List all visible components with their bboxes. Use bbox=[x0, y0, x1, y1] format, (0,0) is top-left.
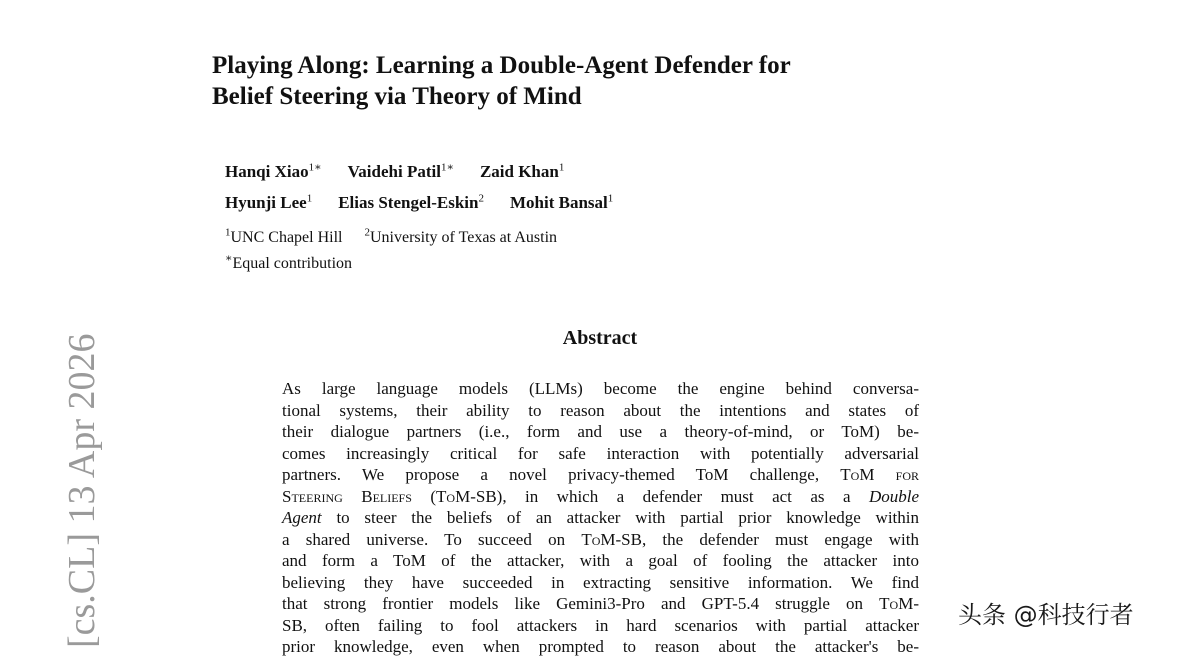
author: Hyunji Lee$^1$ bbox=[225, 191, 313, 212]
author: Mohit Bansal$^1$ bbox=[510, 191, 614, 212]
abstract-line: Agent to steer the beliefs of an attacker with partial prior knowledge within bbox=[282, 508, 920, 527]
author: Elias Stengel-Eskin$^2$ bbox=[338, 191, 484, 212]
title-line-1: Playing Along: Learning a Double-Agent Defender for bbox=[212, 52, 791, 79]
abstract-line: tional systems, their ability to reason about the intentions and states of bbox=[282, 400, 919, 420]
abstract-line: SB, often failing to fool attackers in hard scenarios with partial attacker bbox=[282, 615, 919, 635]
abstract-text bbox=[282, 378, 919, 658]
affiliations bbox=[225, 225, 557, 277]
abstract-line: comes increasingly critical for safe interaction with potentially adversarial bbox=[282, 443, 919, 463]
paper-title bbox=[212, 50, 972, 112]
affiliation-unc: $^1$UNC Chapel Hill bbox=[225, 226, 343, 246]
affiliation-row bbox=[225, 225, 557, 251]
abstract-line: As large language models (LLMs) become the engine behind conversa- bbox=[282, 379, 919, 398]
abstract-line: that strong frontier models like Gemini3-Pro and GPT-5.4 struggle on ToM- bbox=[282, 594, 919, 613]
abstract-line: a shared universe. To succeed on ToM-SB, the defender must engage with bbox=[282, 529, 919, 549]
author: Vaidehi Patil$^{1∗}$ bbox=[347, 160, 454, 181]
title-line-2: Belief Steering via Theory of Mind bbox=[212, 83, 582, 110]
equal-contribution-note: ∗Equal contribution bbox=[225, 252, 353, 272]
author: Hanqi Xiao$^{1∗}$ bbox=[225, 160, 322, 181]
affiliation-ut-austin: $^2$University of Texas at Austin bbox=[364, 226, 558, 246]
abstract-line: prior knowledge, even when prompted to reason about the attacker's be- bbox=[282, 637, 919, 656]
abstract-line: partners. We propose a novel privacy-themed ToM challenge, ToM for bbox=[282, 465, 920, 484]
author-row-1 bbox=[225, 156, 613, 187]
abstract-heading: Abstract bbox=[562, 327, 638, 349]
abstract-line: believing they have succeeded in extracting sensitive information. We find bbox=[282, 572, 919, 592]
author: Zaid Khan$^1$ bbox=[479, 160, 565, 181]
arxiv-side-stamp: [cs.CL] 13 Apr 2026 bbox=[61, 333, 103, 648]
abstract-line: Steering Beliefs (ToM-SB), in which a defender must act as a Double bbox=[282, 486, 920, 506]
author-row-2 bbox=[225, 187, 613, 218]
author-list bbox=[225, 156, 613, 218]
abstract-line: and form a ToM of the attacker, with a goal of fooling the attacker into bbox=[282, 551, 919, 570]
source-watermark: 头条 @科技行者 bbox=[958, 601, 1134, 629]
abstract-line: their dialogue partners (i.e., form and use a theory-of-mind, or ToM) be- bbox=[282, 422, 919, 441]
